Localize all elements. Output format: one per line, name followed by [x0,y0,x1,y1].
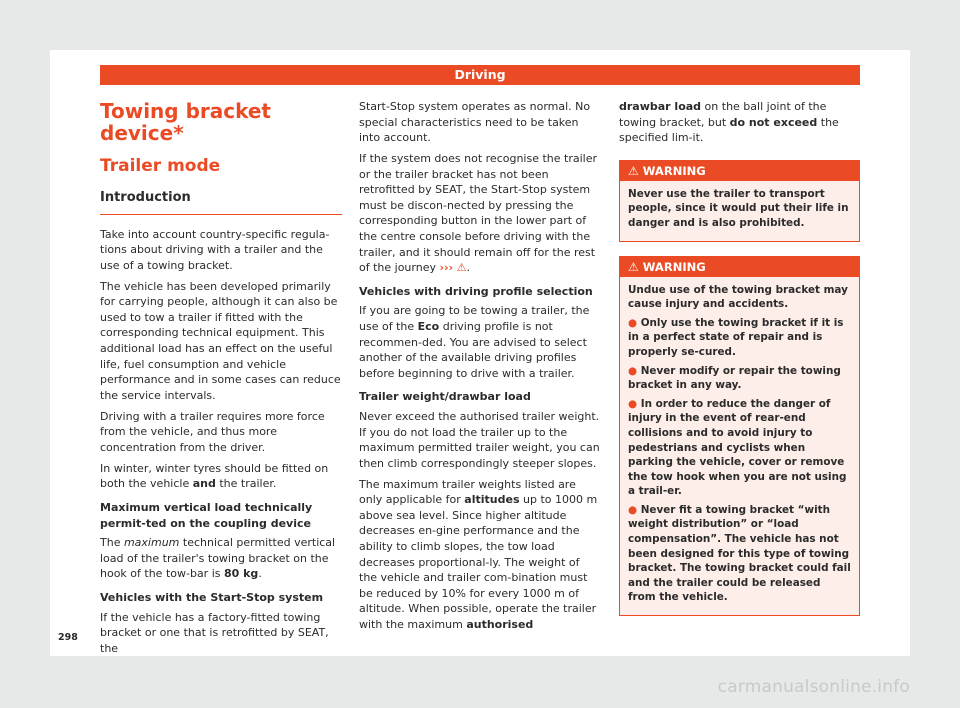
list-item [628,397,851,499]
list-item [628,316,851,360]
text-run: the trailer. [215,477,277,491]
bold-text: 80 kg [223,567,259,581]
text-run: driving profile is not recommen-ded. You are advised to select another of the available driving profiles before beginning to drive with a trailer. [359,320,587,380]
paragraph [359,477,601,633]
text-run: . [466,261,470,275]
warning-body [620,181,859,241]
cross-reference-arrows[interactable]: ››› [439,261,454,275]
column-2 [359,99,601,638]
list-item-text: In order to reduce the danger of injury in the event of rear-end collisions and to avoid injury to pedestrians and cyclists when parking the vehicle, cover or remove the tow hook when you are not using a trail-er. [628,397,847,498]
bold-text: and [192,477,216,491]
warning-icon: ⚠ [456,261,467,275]
subheading-driving-profile: Vehicles with driving profile selection [359,284,593,298]
list-item-text: Never modify or repair the towing bracket in any way. [628,364,841,392]
bullet-icon: ● [628,364,638,377]
paragraph [619,99,860,146]
warning-intro: Undue use of the towing bracket may cause injury and accidents. [628,283,848,311]
list-item-text: Never fit a towing bracket “with weight distribution” or “load compensation”. The vehicle has not been designed for this type of towing bracket. The towing bracket could fail and the trailer could be released from the vehicle. [628,503,851,604]
column-1 [100,96,342,662]
list-item [628,503,851,605]
subheading-trailer-weight: Trailer weight/drawbar load [359,390,531,404]
text-run: . [258,567,262,581]
text-run: If the system does not recognise the trailer or the trailer bracket has not been retrofitted by SEAT, the Start-Stop system must be discon-nected by pressing the corresponding button in the lower part of the centre console before driving with the trailer, and it should remain off for the rest of the journey [359,152,598,275]
bullet-icon: ● [628,397,638,410]
text-run: In winter, winter tyres should be fitted on both the vehicle [100,461,329,491]
warning-icon: ⚠ [628,259,639,274]
text-run: the specified lim-it. [619,115,839,145]
paragraph: Take into account country-specific regula-tions about driving with a trailer and the use of a towing bracket. [100,227,330,272]
list-item [628,364,851,393]
column-3 [619,99,860,630]
paragraph [359,151,601,276]
page-title: Towing bracket device* [100,99,271,145]
warning-box-1 [619,160,860,242]
paragraph [359,303,601,381]
paragraph: The vehicle has been developed primarily for carrying people, although it can also be used to tow a trailer if fitted with the corresponding technical equipment. This additional load has an effect on the useful life, fuel consumption and vehicle performance and in some cases can reduce the service intervals. [100,279,341,402]
bold-text: altitudes [464,493,520,507]
subheading-start-stop: Vehicles with the Start-Stop system [100,590,324,604]
text-run: up to 1000 m above sea level. Since higher altitude decreases en-gine performance and the ability to climb slopes, the tow load decreases proportional-ly. The weight of the vehicle and trailer com-bination must be reduced by 10% for every 1000 m of altitude. When possible, operate the trailer with the maximum [359,493,598,631]
warning-header [620,257,859,277]
bold-text: Eco [417,320,440,334]
intro-heading: Introduction [100,190,342,215]
paragraph: Never exceed the authorised trailer weight. If you do not load the trailer up to the maximum permitted trailer weight, you can then climb correspondingly steeper slopes. [359,409,600,470]
paragraph: Start-Stop system operates as normal. No special characteristics need to be taken into account. [359,100,591,145]
italic-text: maximum [123,536,180,550]
bullet-icon: ● [628,316,638,329]
text-run: The maximum trailer weights listed are only applicable for [359,477,576,507]
list-item-text: Only use the towing bracket if it is in a perfect state of repair and is properly se-cured. [628,316,844,358]
warning-label: WARNING [642,259,706,274]
warning-label: WARNING [642,163,706,178]
warning-header [620,161,859,181]
warning-box-2 [619,256,860,616]
paragraph [100,535,342,582]
paragraph: Driving with a trailer requires more force from the vehicle, and thus more concentration from the driver. [100,409,325,454]
text-run: on the ball joint of the towing bracket, but [619,100,827,129]
paragraph [100,461,342,492]
bold-text: drawbar load [619,100,702,113]
warning-text: Never use the trailer to transport people, since it would put their life in danger and is also prohibited. [628,187,849,229]
page-number: 298 [58,632,78,643]
warning-body [620,277,859,615]
warning-icon: ⚠ [628,163,639,178]
text-run: If you are going to be towing a trailer, the use of the [359,304,590,334]
bold-text: authorised [466,618,534,631]
paragraph: If the vehicle has a factory-fitted towing bracket or one that is retrofitted by SEAT, the [100,610,329,655]
subheading-vertical-load: Maximum vertical load technically permit-ted on the coupling device [100,500,313,530]
text-run: technical permitted vertical load of the trailer's towing bracket on the hook of the tow-bar is [100,536,336,581]
bullet-icon: ● [628,503,638,516]
section-header: Driving [100,65,860,85]
text-run: The [100,536,124,550]
page-subtitle: Trailer mode [100,156,221,176]
bold-text: do not exceed [729,115,818,129]
watermark: carmanualsonline.info [717,677,910,697]
